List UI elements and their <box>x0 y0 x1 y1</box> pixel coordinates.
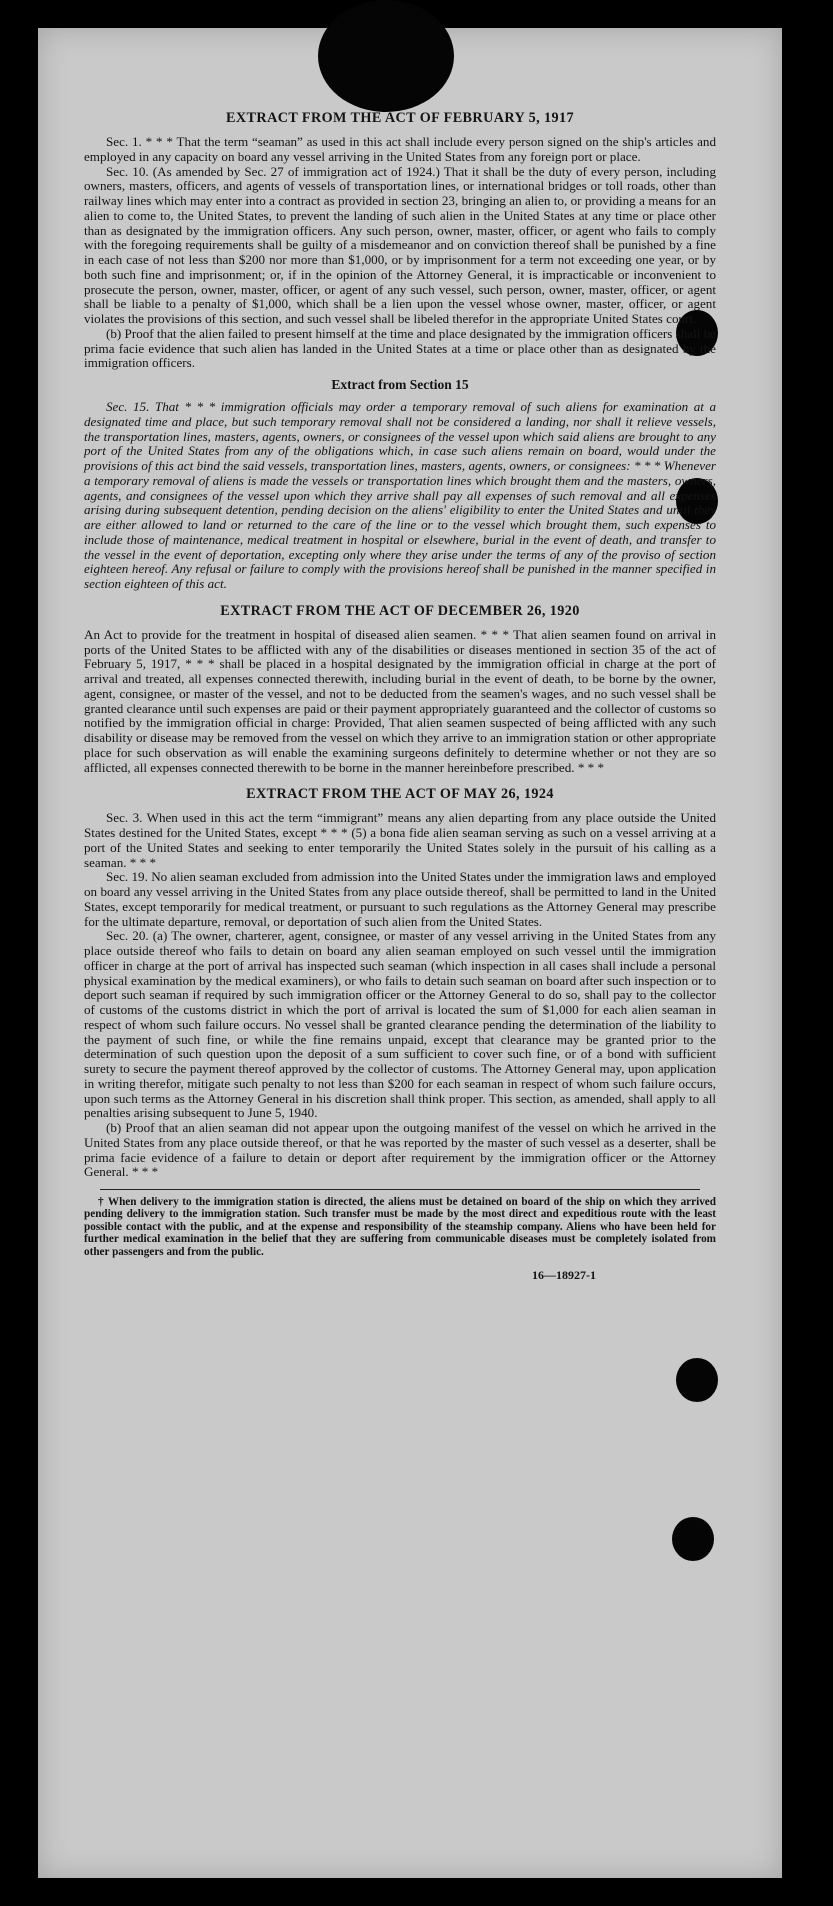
heading-act-1917: EXTRACT FROM THE ACT OF FEBRUARY 5, 1917 <box>226 110 574 126</box>
binder-hole-right-3 <box>676 1358 718 1402</box>
paragraph-sec-3: Sec. 3. When used in this act the term “immigrant” means any alien departing from any place outside the United States destined for the United States, except * * * (5) a bona fide alien seaman serving as such on a vessel arriving at a port of the United States and seeking to enter temporarily the United States solely in the pursuit of his calling as a seaman. * * * <box>84 810 716 870</box>
document-text <box>84 110 716 1283</box>
paragraph-sec-10-b: (b) Proof that the alien failed to present himself at the time and place designated by the immigration officers shall be prima facie evidence that such alien has landed in the United States at a time or place other than as designated by the immigration officers. <box>84 325 716 371</box>
paragraph-sec-1: Sec. 1. * * * That the term “seaman” as used in this act shall include every person signed on the ship's articles and employed in any capacity on board any vessel arriving in the United States from any foreign port or place. <box>84 134 716 164</box>
form-number: 16—18927-1 <box>532 1268 596 1283</box>
footnote-text: † When delivery to the immigration station is directed, the aliens must be detained on board of the ship on which they arrived pending delivery to the immigration station. Such transfer must be made by the most direct and expeditious route with the least possible contact with the public, and at the expense and responsibility of the steamship company. Aliens who have been held for further medical examination in the belief that they are suffering from communicable diseases must be completely isolated from other passengers and from the public. <box>84 1196 716 1258</box>
paragraph-sec-19: Sec. 19. No alien seaman excluded from admission into the United States under the immigration laws and employed on board any vessel arriving in the United States from any place outside thereof, shall be permitted to land in the United States, except temporarily for medical treatment, or pursuant to such regulations as the Attorney General may prescribe for the ultimate departure, removal, or deportation of such alien from the United States. <box>84 869 716 929</box>
paragraph-sec-15: Sec. 15. That * * * immigration officials may order a temporary removal of such aliens for examination at a designated time and place, but such temporary removal shall not be considered a landing, nor shall it relieve vessels, the transportation lines, masters, agents, owners, or consignees of the vessel upon which said aliens are brought to any port of the United States from any of the obligations which, in case such aliens remain on board, would under the provisions of this act bind the said vessels, transportation lines, masters, agents, owners, or consignees: * * * Whenever a temporary removal of aliens is made the vessels or transportation lines which brought them and the masters, owners, agents, and consignees of the vessel upon which they arrive shall pay all expenses of such removal and all expenses arising during subsequent detention, pending decision on the aliens' eligibility to enter the United States and until they are either allowed to land or returned to the care of the line or to the vessel which brought them, such expenses to include those of maintenance, medical treatment in hospital or elsewhere, burial in the event of death, and transfer to the vessel in the event of deportation, excepting only where they arise under the terms of any of the proviso of section eighteen hereof. Any refusal or failure to comply with the provisions hereof shall be punished in the manner specified in section eighteen of this act. <box>84 399 716 591</box>
binder-hole-right-4 <box>672 1517 714 1561</box>
section-15-block <box>84 400 716 592</box>
paragraph-sec-10: Sec. 10. (As amended by Sec. 27 of immigration act of 1924.) That it shall be the duty of every person, including owners, masters, officers, and agents of vessels of transportation lines, or international bridges or toll roads, other than railway lines which may enter into a contract as provided in section 23, bringing an alien to, or providing a means for an alien to come to, the United States, to prevent the landing of such alien in the United States at any time or place other than as designated by the immigration officers. Any such person, owner, master, officer, or agent who fails to comply with the foregoing requirements shall be guilty of a misdemeanor and on conviction thereof shall be punished by a fine in each case of not less than $200 nor more than $1,000, or by imprisonment for a term not exceeding one year, or by both such fine and imprisonment; or, if in the opinion of the Attorney General, it is impracticable or inconvenient to prosecute the person, owner, master, officer, or agent of any such vessel, such person, owner, master, officer, or agent shall be liable to a penalty of $1,000, which shall be a lien upon the vessel whose owner, master, officer, or agent violates the provisions of this section, and such vessel shall be libeled therefor in the appropriate United States court. <box>84 163 716 326</box>
paragraph-sec-20-a: Sec. 20. (a) The owner, charterer, agent, consignee, or master of any vessel arriving in the United States from any place outside thereof who fails to detain on board any alien seaman employed on such vessel until the immigration officer in charge at the port of arrival has inspected such seaman (which inspection in all cases shall include a personal physical examination by the medical examiners), or who fails to detain such seaman on board after such inspection or to deport such seaman if required by such immigration officer or the Attorney General to do so, shall pay to the collector of customs of the customs district in which the port of arrival is located the sum of $1,000 for each alien seaman in respect of whom such failure occurs. No vessel shall be granted clearance pending the determination of the liability to the payment of such fine, or while the fine remains unpaid, except that clearance may be granted prior to the determination of such question upon the deposit of a sum sufficient to cover such fine, or of a bond with sufficient surety to secure the payment thereof approved by the collector of customs. The Attorney General may, upon application in writing therefor, mitigate such penalty to not less than $200 for each seaman in respect of whom such failure occurs, upon such terms as the Attorney General in his discretion shall think proper. This section, as amended, shall apply to all penalties arising subsequent to June 5, 1940. <box>84 928 716 1121</box>
heading-section-15: Extract from Section 15 <box>331 377 469 392</box>
paragraph-act-1920: An Act to provide for the treatment in hospital of diseased alien seamen. * * * That alien seamen found on arrival in ports of the United States to be afflicted with any of the disabilities or diseases mentioned in section 35 of the act of February 5, 1917, * * * shall be placed in a hospital designated by the immigration official in charge at the port of arrival and treated, all expenses connected therewith, including burial in the event of death, to be borne by the owner, agent, consignee, or master of the vessel, and not to be deducted from the seamen's wages, and no such vessel shall be granted clearance until such expenses are paid or their payment appropriately guaranteed and the collector of customs so notified by the immigration official in charge: Provided, That alien seamen suspected of being afflicted with any such disability or disease may be removed from the vessel on which they arrive to an immigration station or other appropriate place for such observation as will enable the examining surgeons definitely to determine whether or not they are so afflicted, all expenses connected therewith to be borne in the manner hereinbefore prescribed. * * * <box>84 626 716 775</box>
footnote <box>84 1196 716 1258</box>
heading-act-1924: EXTRACT FROM THE ACT OF MAY 26, 1924 <box>246 786 554 803</box>
heading-act-1920: EXTRACT FROM THE ACT OF DECEMBER 26, 1920 <box>220 602 580 619</box>
paragraph-sec-20-b: (b) Proof that an alien seaman did not appear upon the outgoing manifest of the vessel on which he arrived in the United States from any place outside thereof, or that he was reported by the master of such vessel as a deserter, shall be prima facie evidence of a failure to detain or deport after requirement by the immigration officer or the Attorney General. * * * <box>84 1120 716 1180</box>
footnote-divider <box>100 1189 700 1190</box>
binder-hole-top <box>318 0 454 112</box>
